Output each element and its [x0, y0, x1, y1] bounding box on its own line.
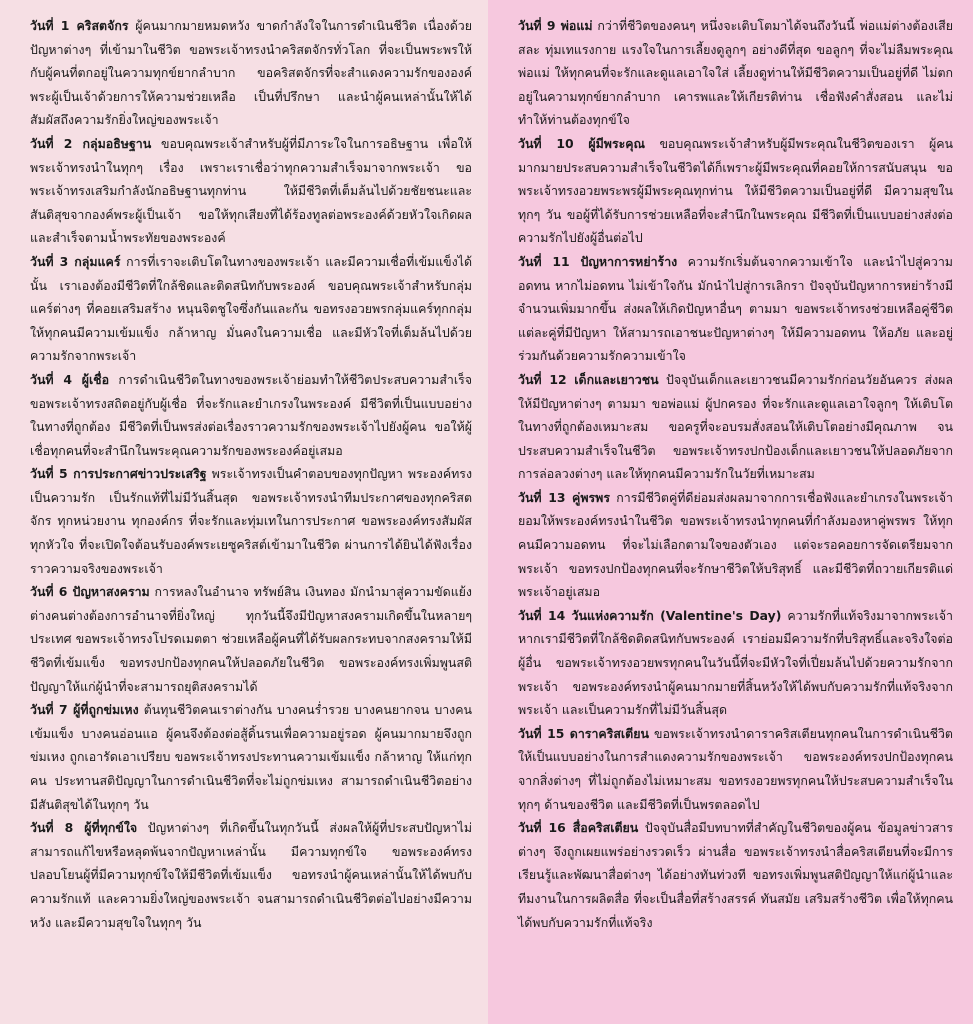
- prayer-day-heading: วันที่ 14 วันแห่งความรัก (Valentine's Day): [518, 607, 782, 623]
- prayer-entry: [518, 250, 953, 368]
- prayer-entry: [518, 816, 953, 934]
- prayer-day-heading: วันที่ 7 ผู้ที่ถูกข่มเหง: [30, 702, 139, 718]
- prayer-day-text: กว่าที่ชีวิตของคนๆ หนึ่งจะเติบโตมาได้จนถึงวันนี้ พ่อแม่ต่างต้องเสียสละ ทุ่มเทแรงกาย แรงใจในการเลี้ยงดูลูกๆ อย่างดีที่สุด ขอลูกๆ ที่จะไม่ลืมพระคุณพ่อแม่ ให้ทุกคนที่จะรักและดูแลเอาใจใส่ เลี้ยงดูท่านให้มีชีวิตความเป็นอยู่ที่ดี ไม่ตกอยู่ในความทุกข์ยากลำบาก เคารพและให้เกียรติท่าน เชื่อฟังคำสั่งสอน และไม่ทำให้ท่านต้องทุกข์ใจ: [518, 18, 954, 128]
- prayer-day-heading: วันที่ 4 ผู้เชื่อ: [30, 371, 110, 387]
- prayer-day-text: ขอพระเจ้าทรงนำดาราคริสเตียนทุกคนในการดำเนินชีวิต ให้เป็นแบบอย่างในการสำแดงความรักของพระเจ้า ขอพระองค์ทรงปกป้องทุกคนจากสิ่งต่างๆ ที่ไม่ถูกต้องไม่เหมาะสม ขอทรงอวยพรทุกคนให้ประสบความสำเร็จในทุกๆ ด้านของชีวิต และมีชีวิตที่เป็นพรตลอดไป: [518, 725, 953, 812]
- prayer-day-text: การหลงในอำนาจ ทรัพย์สิน เงินทอง มักนำมาสู่ความขัดแย้ง ต่างคนต่างต้องการอำนาจที่ยิ่งใหญ่ ทุกวันนี้จึงมีปัญหาสงครามเกิดขึ้นในหลายๆ ประเทศ ขอพระเจ้าทรงโปรดเมตตา ช่วยเหลือผู้คนที่ได้รับผลกระทบจากสงครามให้มีชีวิตที่เข้มแข็ง ขอทรงปกป้องทุกคนให้ปลอดภัยในชีวิต ขอพระองค์ทรงเพิ่มพูนสติปัญญาให้แก่ผู้นำที่จะสามารถยุติสงครามได้: [30, 584, 472, 694]
- prayer-day-text: การดำเนินชีวิตในทางของพระเจ้าย่อมทำให้ชีวิตประสบความสำเร็จ ขอพระเจ้าทรงสถิตอยู่กับผู้เชื่อ ที่จะรักและยำเกรงในพระองค์ มีชีวิตที่เป็นแบบอย่างในทางที่ถูกต้อง มีชีวิตที่เป็นพรส่งต่อเรื่องราวความรักของพระเจ้าไปยังผู้คน ขอให้ผู้เชื่อทุกคนที่จะสำนึกในพระคุณความรักของพระองค์อยู่เสมอ: [30, 371, 472, 458]
- prayer-day-text: การมีชีวิตคู่ที่ดีย่อมส่งผลมาจากการเชื่อฟังและยำเกรงในพระเจ้า ยอมให้พระองค์ทรงนำในชีวิต ขอพระเจ้าทรงนำทุกคนที่กำลังมองหาคู่พรพร ให้ทุกคนมีความอดทน ที่จะไม่เลือกตามใจของตัวเอง แต่จะรอคอยการจัดเตรียมจากพระเจ้า ขอทรงปกป้องทุกคนที่จะรักษาชีวิตให้บริสุทธิ์ และมีชีวิตที่ถวายเกียรติแด่พระเจ้าอยู่เสมอ: [518, 489, 953, 600]
- prayer-day-heading: วันที่ 6 ปัญหาสงคราม: [30, 584, 150, 600]
- prayer-day-heading: วันที่ 3 กลุ่มแคร์: [30, 253, 121, 269]
- prayer-day-text: ขอบคุณพระเจ้าสำหรับผู้ที่มีภาระใจในการอธิษฐาน เพื่อให้พระเจ้าทรงนำในทุกๆ เรื่อง เพราะเราเชื่อว่าทุกความสำเร็จมาจากพระเจ้า ขอพระเจ้าทรงเสริมกำลังนักอธิษฐานทุกท่าน ให้มีชีวิตที่เต็มล้นไปด้วยชัยชนะและสันติสุขจากองค์พระผู้เป็นเจ้า ขอให้ทุกเสียงที่ได้ร้องทูลต่อพระองค์ด้วยหัวใจเกิดผลและสำเร็จตามน้ำพระทัยของพระองค์: [30, 135, 472, 246]
- prayer-entry: [30, 250, 472, 368]
- prayer-day-text: พระเจ้าทรงเป็นคำตอบของทุกปัญหา พระองค์ทรงเป็นความรัก เป็นรักแท้ที่ไม่มีวันสิ้นสุด ขอพระเจ้าทรงนำทีมประกาศของทุกคริสตจักร ทุกหน่วยงาน ทุกองค์กร ที่จะรักและทุ่มเทในการประกาศ ขอพระองค์ทรงสัมผัสทุกหัวใจ ที่จะเปิดใจต้อนรับองค์พระเยซูคริสต์เข้ามาในชีวิต ผ่านการได้ยินได้ฟังเรื่องราวความจริงของพระเจ้า: [30, 466, 472, 576]
- right-column: [488, 0, 973, 1024]
- prayer-day-text: ต้นทุนชีวิตคนเราต่างกัน บางคนร่ำรวย บางคนยากจน บางคนเข้มแข็ง บางคนอ่อนแอ ผู้คนจึงต้องต่อสู้ดิ้นรนเพื่อความอยู่รอด ผู้คนมากมายจึงถูกข่มเหง ถูกเอารัดเอาเปรียบ ขอพระเจ้าทรงประทานความเข้มแข็ง กล้าหาญ ให้แก่ทุกคน ประทานสติปัญญาในการดำเนินชีวิตที่จะไม่ถูกข่มเหง สามารถดำเนินชีวิตอย่างมีสันติสุขได้ในทุกๆ วัน: [30, 702, 472, 812]
- prayer-entry: [30, 580, 472, 698]
- prayer-day-text: ขอบคุณพระเจ้าสำหรับผู้มีพระคุณในชีวิตของเรา ผู้คนมากมายประสบความสำเร็จในชีวิตได้ก็เพราะผู้มีพระคุณที่คอยให้การสนับสนุน ขอพระเจ้าทรงอวยพระพรผู้มีพระคุณทุกท่าน ให้มีชีวิตความเป็นอยู่ที่ดี มีความสุขในทุกๆ วัน ขอผู้ที่ได้รับการช่วยเหลือที่จะสำนึกในพระคุณ มีชีวิตที่เป็นแบบอย่างส่งต่อความรักไปยังผู้อื่นต่อไป: [518, 135, 953, 246]
- prayer-day-heading: วันที่ 10 ผู้มีพระคุณ: [518, 135, 646, 151]
- prayer-day-text: การที่เราจะเติบโตในทางของพระเจ้า และมีความเชื่อที่เข้มแข็งได้นั้น เราเองต้องมีชีวิตที่ใกล้ชิดและติดสนิทกับพระองค์ ขอบคุณพระเจ้าสำหรับกลุ่มแคร์ต่างๆ ที่คอยเสริมสร้าง หนุนจิตชูใจซึ่งกันและกัน ขอทรงอวยพรกลุ่มแคร์ทุกกลุ่มให้ทุกคนมีความเข้มแข็ง กล้าหาญ มั่นคงในความเชื่อ และมีหัวใจที่เต็มล้นไปด้วยความรักจากพระเจ้า: [30, 253, 472, 364]
- prayer-entry: [30, 132, 472, 250]
- prayer-day-text: ปัจจุบันสื่อมีบทบาทที่สำคัญในชีวิตของผู้คน ข้อมูลข่าวสารต่างๆ จึงถูกเผยแพร่อย่างรวดเร็ว ผ่านสื่อ ขอพระเจ้าทรงนำสื่อคริสเตียนที่จะมีการเรียนรู้และพัฒนาสื่อต่างๆ ได้อย่างทันท่วงที ขอทรงเพิ่มพูนสติปัญญาให้แก่ผู้นำและทีมงานในการผลิตสื่อ ที่จะเป็นสื่อที่สร้างสรรค์ ทันสมัย เสริมสร้างชีวิต เพื่อให้ทุกคนได้พบกับความรักที่แท้จริง: [518, 820, 953, 930]
- prayer-day-text: ความรักเริ่มต้นจากความเข้าใจ และนำไปสู่ความอดทน หากไม่อดทน ไม่เข้าใจกัน มักนำไปสู่การเลิกรา ปัจจุบันปัญหาการหย่าร้างมีจำนวนเพิ่มมากขึ้น ส่งผลให้เกิดปัญหาอื่นๆ ตามมา ขอพระเจ้าทรงช่วยเหลือคู่ชีวิตแต่ละคู่ที่มีปัญหา ให้สามารถเอาชนะปัญหาต่างๆ ให้มีความอดทน ให้อภัย และอยู่ร่วมกันด้วยความรักความเข้าใจ: [518, 253, 953, 364]
- prayer-day-heading: วันที่ 11 ปัญหาการหย่าร้าง: [518, 253, 678, 269]
- prayer-day-heading: วันที่ 1 คริสตจักร: [30, 18, 129, 33]
- prayer-day-heading: วันที่ 2 กลุ่มอธิษฐาน: [30, 135, 152, 151]
- prayer-day-text: ผู้คนมากมายหมดหวัง ขาดกำลังใจในการดำเนินชีวิต เนื่องด้วยปัญหาต่างๆ ที่เข้ามาในชีวิต ขอพระเจ้าทรงนำคริสตจักรทั่วโลก ที่จะเป็นพระพรให้กับผู้คนที่ตกอยู่ในความทุกข์ยากลำบาก ขอคริสตจักรที่จะสำแดงความรักขององค์พระผู้เป็นเจ้าด้วยการให้ความช่วยเหลือ เป็นที่ปรึกษา และนำผู้คนเหล่านั้นให้ได้สัมผัสถึงความรักยิ่งใหญ่ของพระเจ้า: [30, 18, 472, 128]
- prayer-entry: [518, 368, 953, 486]
- prayer-entry: [518, 14, 953, 132]
- prayer-day-text: ปัจจุบันเด็กและเยาวชนมีความรักก่อนวัยอันควร ส่งผลให้มีปัญหาต่างๆ ตามมา ขอพ่อแม่ ผู้ปกครอง ที่จะรักและดูแลเอาใจลูกๆ ให้เติบโตในทางที่ถูกต้องเหมาะสม ขอครูที่จะอบรมสั่งสอนให้เติบโตอย่างมีคุณภาพ จนประสบความสำเร็จในชีวิต ขอพระเจ้าทรงปกป้องเด็กและเยาวชนให้ปลอดภัยจากการล่อลวงต่างๆ และให้ทุกคนมีความรักในวัยที่เหมาะสม: [518, 371, 953, 482]
- prayer-day-heading: วันที่ 5 การประกาศข่าวประเสริฐ: [30, 466, 207, 482]
- prayer-entry: [30, 368, 472, 462]
- prayer-entry: [518, 722, 953, 816]
- prayer-entry: [518, 486, 953, 604]
- prayer-entry: [518, 132, 953, 250]
- prayer-entry: [30, 816, 472, 934]
- prayer-entry: [30, 462, 472, 580]
- prayer-day-text: ความรักที่แท้จริงมาจากพระเจ้า หากเรามีชีวิตที่ใกล้ชิดติดสนิทกับพระองค์ เราย่อมมีความรักที่บริสุทธิ์และจริงใจต่อผู้อื่น ขอพระเจ้าทรงอวยพรทุกคนในวันนี้ที่จะมีหัวใจที่เปี่ยมล้นไปด้วยความรักจากพระเจ้า ขอพระองค์ทรงนำผู้คนมากมายที่สิ้นหวังให้ได้พบกับความรักที่แท้จริงจากพระเจ้า และเป็นความรักที่ไม่มีวันสิ้นสุด: [518, 607, 953, 718]
- prayer-day-heading: วันที่ 12 เด็กและเยาวชน: [518, 371, 659, 387]
- prayer-day-heading: วันที่ 15 ดาราคริสเตียน: [518, 725, 649, 741]
- prayer-day-heading: วันที่ 8 ผู้ที่ทุกข์ใจ: [30, 820, 138, 836]
- prayer-entry: [518, 604, 953, 722]
- prayer-day-text: ปัญหาต่างๆ ที่เกิดขึ้นในทุกวันนี้ ส่งผลให้ผู้ที่ประสบปัญหาไม่สามารถแก้ไขหรือหลุดพ้นจากปัญหาเหล่านั้น มีความทุกข์ใจ ขอพระองค์ทรงปลอบโยนผู้ที่มีความทุกข์ใจให้มีชีวิตที่เข้มแข็ง ขอทรงนำผู้คนเหล่านั้นให้ได้พบกับความรักแท้ และความยิ่งใหญ่ของพระเจ้า จนสามารถดำเนินชีวิตต่อไปอย่างมีความหวัง และมีความสุขใจในทุกๆ วัน: [30, 820, 472, 930]
- prayer-day-heading: วันที่ 13 คู่พรพร: [518, 489, 610, 505]
- prayer-entry: [30, 698, 472, 816]
- prayer-day-heading: วันที่ 16 สื่อคริสเตียน: [518, 820, 639, 836]
- prayer-day-heading: วันที่ 9 พ่อแม่: [518, 18, 593, 33]
- prayer-entry: [30, 14, 472, 132]
